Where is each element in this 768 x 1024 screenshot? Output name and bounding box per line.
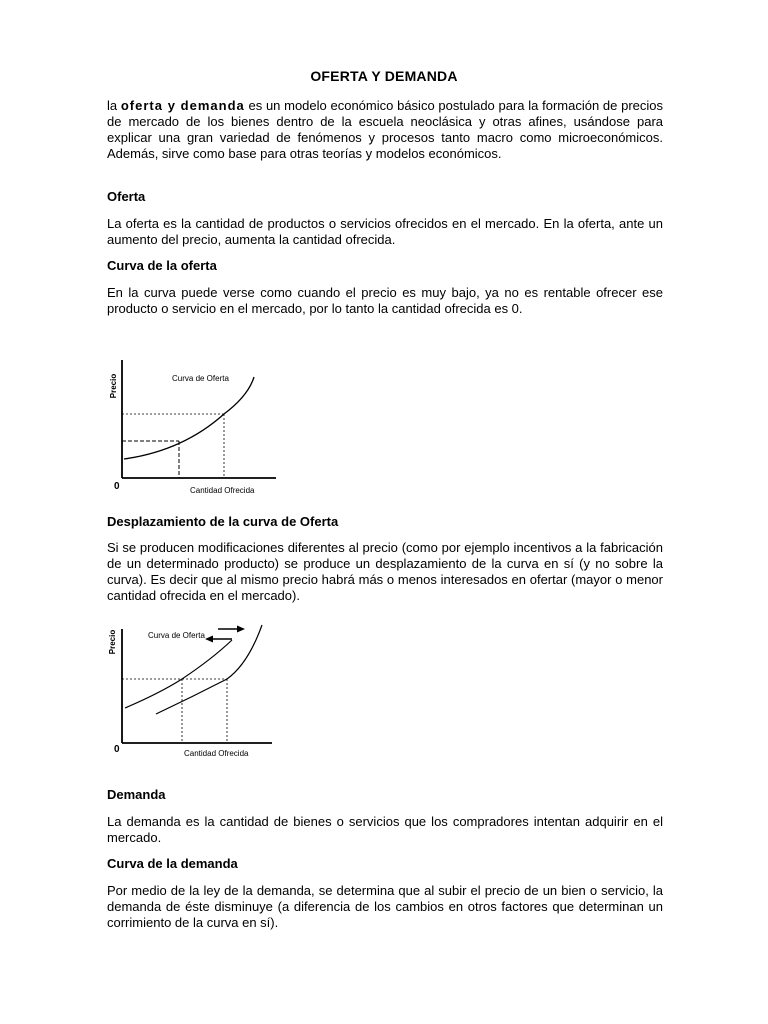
intro-rest: es un modelo económico básico postulado para la formación de precios de mercado de los bienes dentro de la escuela neoclásica y otras afines, usándose para explicar una gran variedad de fenómenos y procesos tanto macro como microeconómicos. Además, sirve como base para otras teorías y modelos económicos. [107, 98, 664, 161]
document-title: OFERTA Y DEMANDA [310, 68, 458, 84]
intro-prefix: la [107, 98, 121, 113]
shift-arrow-left-head [205, 636, 213, 643]
intro-paragraph [107, 98, 663, 162]
supply-curve-figure [100, 350, 300, 500]
origin-label: 0 [114, 481, 120, 492]
heading-curva-oferta: Curva de la oferta [107, 258, 217, 273]
origin-label: 0 [114, 744, 120, 755]
heading-desplazamiento: Desplazamiento de la curva de Oferta [107, 514, 339, 529]
x-axis-label: Cantidad Ofrecida [190, 486, 255, 495]
intro-bold-term: oferta y demanda [120, 98, 245, 113]
supply-curve-original [125, 640, 232, 708]
curve-label: Curva de Oferta [148, 631, 205, 640]
heading-demanda: Demanda [107, 787, 166, 802]
heading-oferta: Oferta [107, 189, 146, 204]
shift-arrow-right-head [237, 626, 245, 633]
supply-shift-figure [100, 623, 300, 768]
y-axis-label: Precio [108, 629, 117, 655]
paragraph-curva-oferta: En la curva puede verse como cuando el precio es muy bajo, ya no es rentable ofrecer ese producto o servicio en el mercado, por lo tanto la cantidad ofrecida es 0. [107, 285, 663, 316]
paragraph-demanda: La demanda es la cantidad de bienes o servicios que los compradores intentan adquirir en el mercado. [107, 814, 663, 845]
heading-curva-demanda: Curva de la demanda [107, 856, 238, 871]
paragraph-desplazamiento: Si se producen modificaciones diferentes al precio (como por ejemplo incentivos a la fabricación de un determinado producto) se produce un desplazamiento de la curva en sí (y no sobre la curva). Es decir que al mismo precio habrá más o menos interesados en ofertar (mayor o menor cantidad ofrecida en el mercado). [107, 540, 663, 603]
x-axis-label: Cantidad Ofrecida [184, 749, 249, 758]
curve-label: Curva de Oferta [172, 374, 229, 383]
supply-curve [124, 377, 254, 459]
y-axis-label: Precio [109, 373, 118, 399]
paragraph-oferta: La oferta es la cantidad de productos o servicios ofrecidos en el mercado. En la oferta, ante un aumento del precio, aumenta la cantidad ofrecida. [107, 216, 663, 247]
paragraph-curva-demanda: Por medio de la ley de la demanda, se determina que al subir el precio de un bien o servicio, la demanda de éste disminuye (a diferencia de los cambios en otros factores que determinan un corrimiento de la curva en sí). [107, 883, 663, 930]
